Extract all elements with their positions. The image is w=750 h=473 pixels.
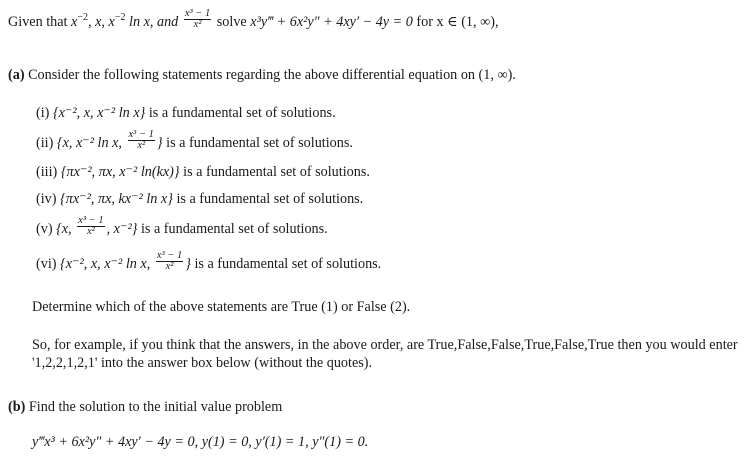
statement-tail: is a fundamental set of solutions. [145,105,336,121]
statement-math-close: } [156,134,163,151]
part-a-heading [8,66,516,84]
term-x-neg2: $x^{-2}$ [71,11,88,30]
statement-iv [36,190,363,208]
statement-math: {x, x⁻² ln x, [56,134,126,151]
domain-text: for x ∈ (1, ∞), [416,13,499,30]
ivp-text: y‴x³ + 6x²y″ + 4xy′ − 4y = 0, y(1) = 0, y′(1) = 1, y″(1) = 0. [32,434,369,450]
statement-math: {πx⁻², πx, x⁻² ln(kx)} [60,164,180,180]
ode-equation: x³y‴ + 6x²y″ + 4xy′ − 4y = 0 [250,13,413,30]
solve-text: solve [216,13,251,30]
given-that-text: Given that [8,13,68,30]
part-b-heading [8,398,282,416]
statement-i [36,104,336,122]
intro-line [8,8,499,33]
statement-label: (iii) [36,164,61,180]
statement-math-close: } [185,255,191,272]
statement-vi [36,250,382,275]
fraction-x3-minus-1-over-x2: $\frac{\text{x³ − 1}}{\text{x²}}$ [156,250,183,272]
example-paragraph: So, for example, if you think that the answers, in the above order, are True,False,False,True,False,True then you would enter '1,2,2,1,2,1' into the answer box below (without the quotes). [32,337,738,371]
term-x-neg2-lnx: $x^{-2}$ ln x, and [108,11,182,30]
statement-tail: is a fundamental set of solutions. [137,220,328,237]
determine-instruction: Determine which of the above statements are True (1) or False (2). [32,299,411,315]
part-b-label: (b) [8,399,26,415]
statement-tail: is a fundamental set of solutions. [179,164,370,180]
statement-v [36,215,328,240]
part-a-text: Consider the following statements regarding the above differential equation on (1, ∞). [24,67,516,83]
fraction-x3-minus-1-over-x2: $\frac{\text{x³ − 1}}{\text{x²}}$ [78,215,104,237]
part-a-label: (a) [8,67,25,83]
statement-label: (ii) [36,134,57,151]
fraction-x3-minus-1-over-x2: $\frac{\text{x³ − 1}}{\text{x²}}$ [184,8,211,30]
statement-math: {πx⁻², πx, kx⁻² ln x} [60,191,173,207]
statement-math: {x⁻², x, x⁻² ln x, [60,255,154,272]
statement-tail: is a fundamental set of solutions. [162,134,353,151]
statement-tail: is a fundamental set of solutions. [190,255,382,272]
ivp-equation [32,433,368,451]
statement-iii [36,163,370,181]
fraction-x3-minus-1-over-x2: $\frac{\text{x³ − 1}}{\text{x²}}$ [128,129,154,151]
statement-math: {x⁻², x, x⁻² ln x} [52,105,146,121]
statement-math: {x, [56,220,76,237]
statement-label: (iv) [36,191,61,207]
part-b-text: Find the solution to the initial value problem [25,399,283,415]
comma-x: , x, [88,13,109,30]
statement-ii [36,129,353,154]
statement-label: (vi) [36,255,61,272]
statement-label: (i) [36,105,53,121]
statement-math-close: , x⁻²} [106,220,138,237]
statement-label: (v) [36,220,57,237]
statement-tail: is a fundamental set of solutions. [172,191,364,207]
